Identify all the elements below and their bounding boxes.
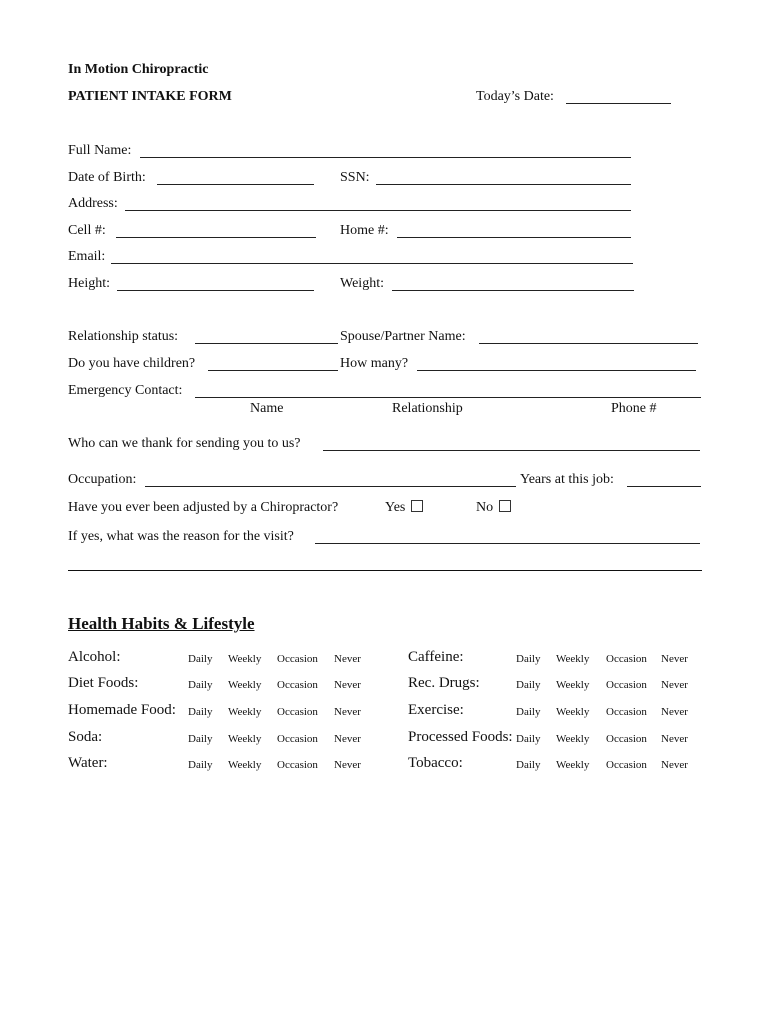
frequency-option[interactable]: Weekly [556,706,590,718]
habit-label: Water: [68,755,108,771]
frequency-option[interactable]: Weekly [556,759,590,771]
frequency-option[interactable]: Weekly [228,733,262,745]
todays-date-field[interactable] [566,103,671,104]
frequency-option[interactable]: Daily [516,706,541,718]
email-field[interactable] [111,263,633,264]
habit-label: Exercise: [408,702,464,718]
years-at-job-field[interactable] [627,486,701,487]
frequency-option[interactable]: Never [334,733,361,745]
habit-label: Diet Foods: [68,675,139,691]
habit-label: Rec. Drugs: [408,675,480,691]
dob-field[interactable] [157,184,314,185]
habit-label: Soda: [68,729,103,745]
frequency-option[interactable]: Occasion [277,733,318,745]
frequency-option[interactable]: Never [661,733,688,745]
referral-field[interactable] [323,450,700,451]
habit-label: Tobacco: [408,755,463,771]
cell-field[interactable] [116,237,316,238]
weight-label: Weight: [340,276,384,291]
frequency-option[interactable]: Daily [516,733,541,745]
frequency-option[interactable]: Occasion [277,759,318,771]
full-name-label: Full Name: [68,143,132,158]
frequency-option[interactable]: Occasion [277,653,318,665]
height-label: Height: [68,276,110,291]
frequency-option[interactable]: Daily [516,759,541,771]
frequency-option[interactable]: Never [661,679,688,691]
spouse-name-field[interactable] [479,343,698,344]
emergency-name-caption: Name [250,401,284,416]
frequency-option[interactable]: Never [334,653,361,665]
occupation-field[interactable] [145,486,516,487]
full-name-field[interactable] [140,157,631,158]
frequency-option[interactable]: Daily [516,679,541,691]
no-label: No [476,500,494,515]
address-label: Address: [68,196,118,211]
no-checkbox[interactable] [499,500,511,512]
spouse-name-label: Spouse/Partner Name: [340,329,466,344]
frequency-option[interactable]: Never [661,759,688,771]
emergency-phone-caption: Phone # [611,401,657,416]
frequency-option[interactable]: Occasion [606,733,647,745]
relationship-status-field[interactable] [195,343,338,344]
how-many-field[interactable] [417,370,696,371]
frequency-option[interactable]: Occasion [277,706,318,718]
frequency-option[interactable]: Daily [188,733,213,745]
health-habits-heading: Health Habits & Lifestyle [68,614,255,633]
frequency-option[interactable]: Never [334,759,361,771]
habit-label: Processed Foods: [408,729,513,745]
frequency-option[interactable]: Weekly [228,679,262,691]
frequency-option[interactable]: Weekly [228,706,262,718]
yes-checkbox[interactable] [411,500,423,512]
dob-label: Date of Birth: [68,170,146,185]
years-at-job-label: Years at this job: [520,472,614,487]
height-field[interactable] [117,290,314,291]
habit-label: Alcohol: [68,649,121,665]
frequency-option[interactable]: Daily [516,653,541,665]
frequency-option[interactable]: Occasion [606,679,647,691]
todays-date-label: Today’s Date: [476,89,554,104]
ssn-field[interactable] [376,184,631,185]
address-field[interactable] [125,210,631,211]
frequency-option[interactable]: Weekly [556,733,590,745]
emergency-relationship-caption: Relationship [392,401,463,416]
children-field[interactable] [208,370,338,371]
form-title: PATIENT INTAKE FORM [68,89,232,104]
yes-label: Yes [385,500,406,515]
frequency-option[interactable]: Occasion [606,706,647,718]
habit-label: Homemade Food: [68,702,176,718]
frequency-option[interactable]: Daily [188,706,213,718]
email-label: Email: [68,249,106,264]
frequency-option[interactable]: Occasion [606,653,647,665]
frequency-option[interactable]: Weekly [228,653,262,665]
home-phone-label: Home #: [340,223,389,238]
children-label: Do you have children? [68,356,196,371]
frequency-option[interactable]: Never [661,653,688,665]
frequency-option[interactable]: Never [334,679,361,691]
home-phone-field[interactable] [397,237,631,238]
relationship-status-label: Relationship status: [68,329,179,344]
occupation-label: Occupation: [68,472,137,487]
frequency-option[interactable]: Daily [188,759,213,771]
ssn-label: SSN: [340,170,370,185]
cell-label: Cell #: [68,223,106,238]
visit-reason-extra-line[interactable] [68,570,702,571]
chiropractor-question: Have you ever been adjusted by a Chiropractor? [68,500,339,515]
clinic-name: In Motion Chiropractic [68,62,209,77]
visit-reason-label: If yes, what was the reason for the visit? [68,529,294,544]
frequency-option[interactable]: Never [661,706,688,718]
habit-label: Caffeine: [408,649,464,665]
frequency-option[interactable]: Weekly [556,653,590,665]
yes-option[interactable] [385,500,423,516]
frequency-option[interactable]: Weekly [556,679,590,691]
frequency-option[interactable]: Occasion [277,679,318,691]
frequency-option[interactable]: Daily [188,679,213,691]
emergency-contact-label: Emergency Contact: [68,383,183,398]
referral-label: Who can we thank for sending you to us? [68,436,301,451]
emergency-contact-field[interactable] [195,397,701,398]
frequency-option[interactable]: Occasion [606,759,647,771]
weight-field[interactable] [392,290,634,291]
visit-reason-field[interactable] [315,543,700,544]
frequency-option[interactable]: Never [334,706,361,718]
frequency-option[interactable]: Weekly [228,759,262,771]
no-option[interactable] [476,500,511,516]
how-many-label: How many? [340,356,409,371]
frequency-option[interactable]: Daily [188,653,213,665]
